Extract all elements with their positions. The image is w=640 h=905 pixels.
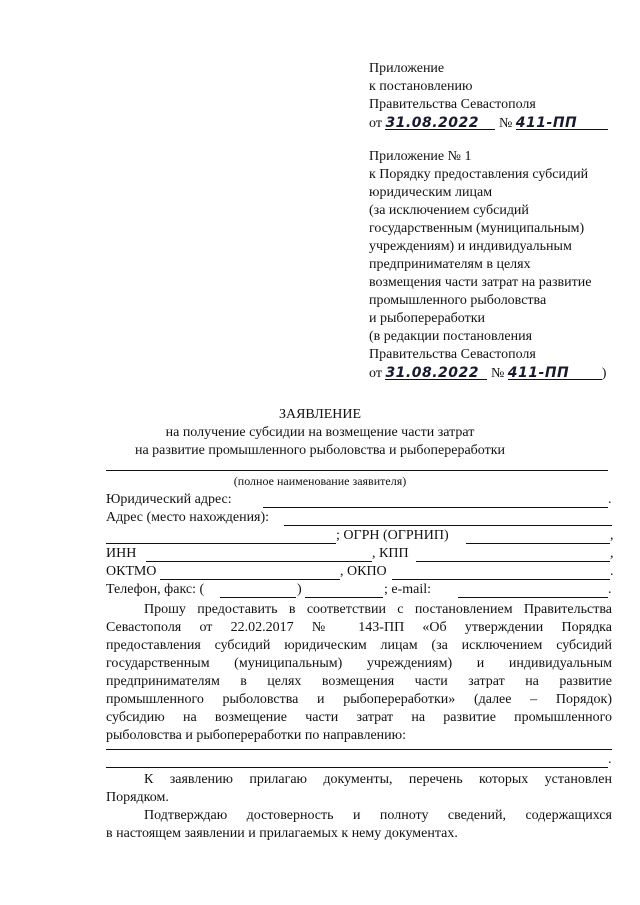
paragraph-line: государственным (муниципальным) учреждениям) и индивидуальным <box>106 656 612 671</box>
paragraph-line: субсидию на возмещение части затрат на развитие промышленного <box>106 710 612 725</box>
handwritten-number: 411-ПП <box>508 364 602 380</box>
number-sign: № <box>490 366 505 381</box>
from-label: от <box>369 116 382 131</box>
period-mark: . <box>610 564 614 579</box>
ogrn-label: ; ОГРН (ОГРНИП) <box>336 528 449 543</box>
phone-label: Телефон, факс: ( <box>106 582 205 597</box>
comma-mark: , <box>610 546 614 561</box>
header-line-1: Приложение <box>369 61 445 76</box>
document-subtitle-2: на развитие промышленного рыболовства и рыбопереработки <box>134 443 506 458</box>
handwritten-number: 411-ПП <box>516 114 608 130</box>
kpp-label: , КПП <box>372 546 409 561</box>
inn-field[interactable] <box>146 561 372 562</box>
period-mark: . <box>608 752 612 767</box>
phone-number-field[interactable] <box>305 597 383 598</box>
comma-mark: , <box>610 528 614 543</box>
email-field[interactable] <box>458 597 608 598</box>
direction-field-1[interactable] <box>106 749 612 750</box>
inn-label: ИНН <box>106 546 137 561</box>
appendix-line: юридическим лицам <box>369 185 493 200</box>
applicant-name-line[interactable] <box>106 470 608 471</box>
paragraph-line: Прошу предоставить в соответствии с постановлением Правительства <box>144 602 612 617</box>
appendix-line: учреждениям) и индивидуальным <box>369 239 572 254</box>
oktmo-field[interactable] <box>160 579 340 580</box>
document-subtitle-1: на получение субсидии на возмещение части затрат <box>165 425 475 440</box>
appendix-line: возмещения части затрат на развитие <box>369 275 592 290</box>
paragraph-line: рыболовства и рыбопереработки по направлению: <box>106 728 407 743</box>
paragraph-line: Подтверждаю достоверность и полноту сведений, содержащихся <box>144 808 612 823</box>
appendix-line: (за исключением субсидий <box>369 203 529 218</box>
paragraph-line: промышленного рыболовства и рыбопереработки» (далее – Порядок) <box>106 692 612 707</box>
location-label: Адрес (место нахождения): <box>106 510 270 525</box>
appendix-block <box>369 148 606 383</box>
handwritten-date: 31.08.2022 <box>385 364 487 380</box>
appendix-date-line <box>369 364 606 383</box>
email-label: ; e-mail: <box>384 582 432 597</box>
oktmo-label: ОКТМО <box>106 564 157 579</box>
paragraph-line: К заявлению прилагаю документы, перечень которых установлен <box>144 772 612 787</box>
appendix-line: (в редакции постановления <box>369 329 533 344</box>
okpo-field[interactable] <box>392 579 610 580</box>
legal-address-label: Юридический адрес: <box>106 492 232 507</box>
direction-field-2[interactable] <box>106 767 608 768</box>
location-continuation-field[interactable] <box>106 543 336 544</box>
okpo-label: , ОКПО <box>340 564 387 579</box>
location-field[interactable] <box>284 525 612 526</box>
number-sign: № <box>498 116 513 131</box>
appendix-line: Правительства Севастополя <box>369 347 536 362</box>
appendix-line: предпринимателям в целях <box>369 257 531 272</box>
paragraph-line: предпринимателям в целях возмещения части затрат на развитие <box>106 674 612 689</box>
ogrn-field[interactable] <box>466 543 610 544</box>
paragraph-line: в настоящем заявлении и прилагаемых к нему документах. <box>106 826 458 841</box>
appendix-line: и рыбопереработки <box>369 311 486 326</box>
period-mark: . <box>608 492 612 507</box>
legal-address-field[interactable] <box>263 507 608 508</box>
period-mark: . <box>608 582 612 597</box>
appendix-line: к Порядку предоставления субсидий <box>369 167 589 182</box>
paragraph-line: Порядком. <box>106 790 169 805</box>
applicant-hint: (полное наименование заявителя) <box>233 474 407 488</box>
paragraph-line: предоставления субсидий юридическим лицам (за исключением субсидий <box>106 638 612 653</box>
header-line-2: к постановлению <box>369 79 473 94</box>
appendix-line: Приложение № 1 <box>369 149 472 164</box>
appendix-line: государственным (муниципальным) <box>369 221 585 236</box>
handwritten-date: 31.08.2022 <box>385 114 495 130</box>
phone-code-field[interactable] <box>220 597 296 598</box>
header-date-line <box>369 114 608 133</box>
appendix-line: промышленного рыболовства <box>369 293 547 308</box>
from-label: от <box>369 366 382 381</box>
kpp-field[interactable] <box>416 561 610 562</box>
header-line-3: Правительства Севастополя <box>369 97 536 112</box>
closing-paren: ) <box>601 366 607 381</box>
phone-close-paren: ) <box>297 582 302 597</box>
document-title: ЗАЯВЛЕНИЕ <box>278 407 362 422</box>
paragraph-line: Севастополя от 22.02.2017 № 143-ПП «Об утверждении Порядка <box>106 620 612 635</box>
